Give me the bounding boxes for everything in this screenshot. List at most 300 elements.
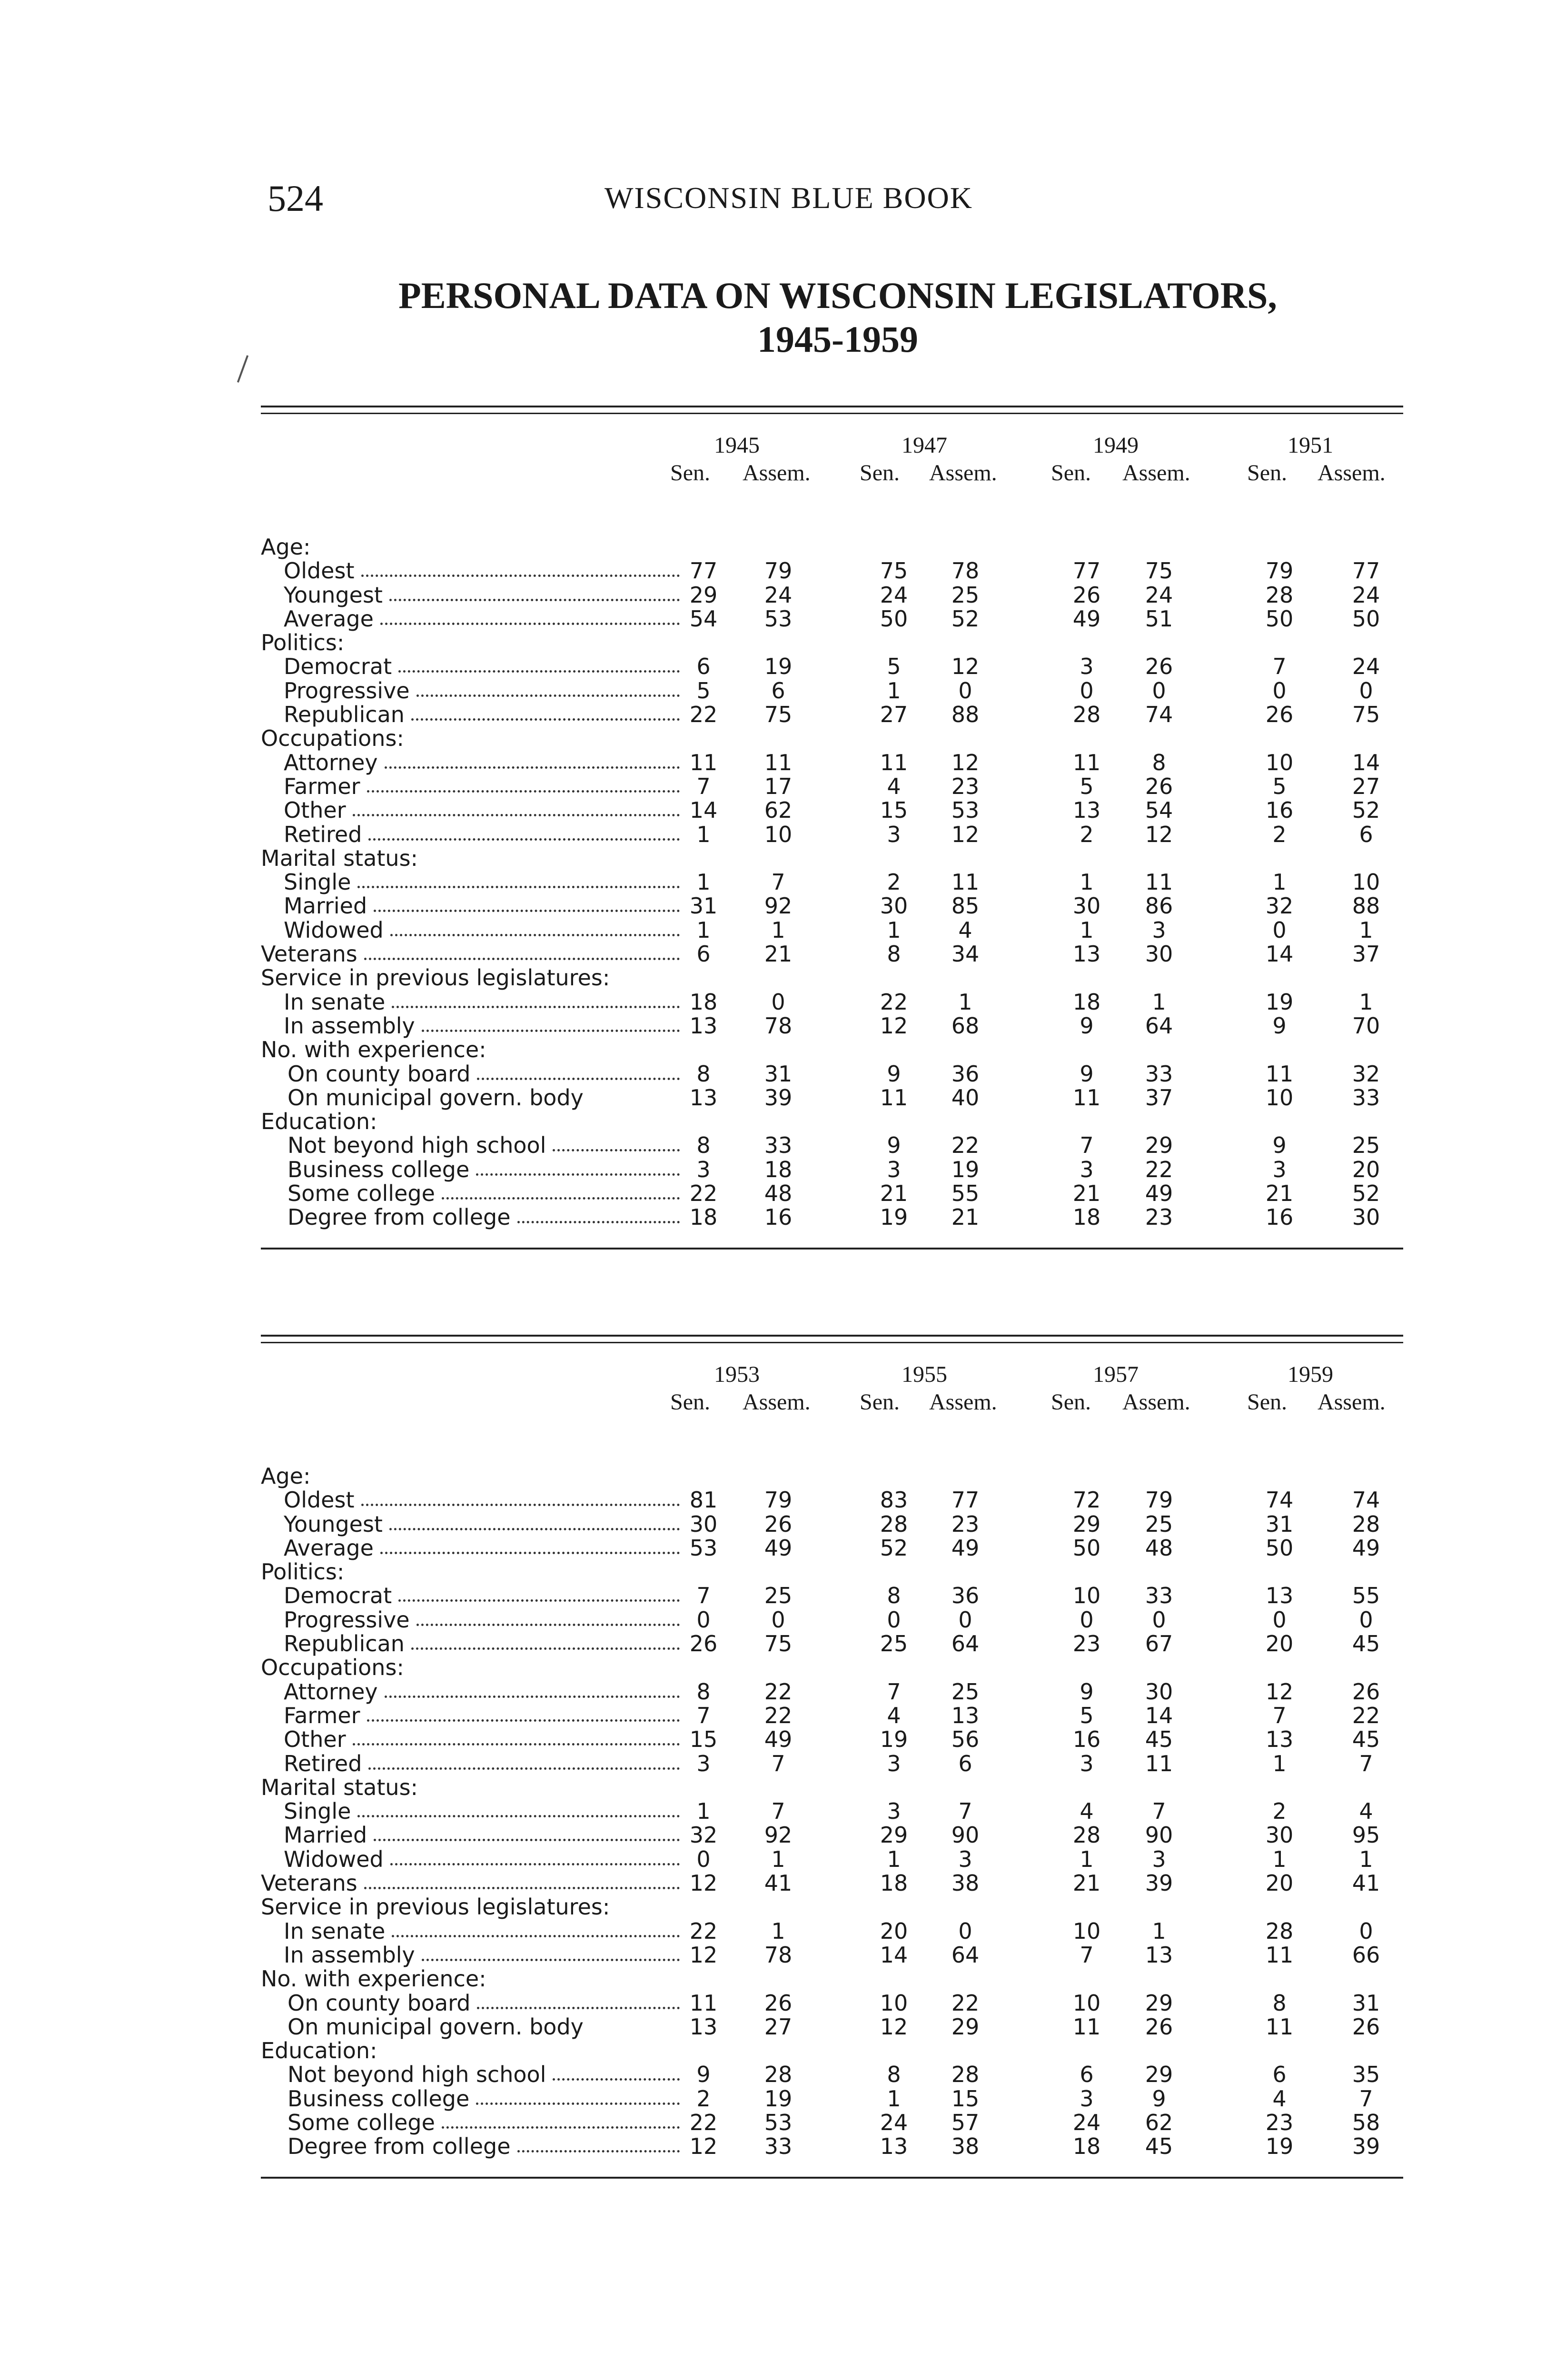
sen-value: 3 <box>1080 2085 1094 2112</box>
sen-value: 11 <box>1072 749 1101 775</box>
assem-value: 29 <box>1145 2062 1173 2088</box>
table-row <box>261 2015 1403 2039</box>
sen-value: 28 <box>880 1511 908 1537</box>
sen-value: 1 <box>1080 1846 1094 1872</box>
sen-value: 13 <box>1265 1726 1294 1753</box>
assem-value: 22 <box>951 1132 980 1159</box>
sen-value: 8 <box>887 2062 901 2088</box>
assem-value: 34 <box>951 941 980 967</box>
sen-value: 29 <box>1072 1511 1101 1537</box>
sen-value: 54 <box>689 605 718 632</box>
sen-value: 1 <box>1272 1846 1287 1872</box>
year-header: 1951 <box>1288 433 1333 458</box>
section-heading: Age: <box>261 1463 311 1489</box>
assem-value: 79 <box>1145 1487 1173 1513</box>
sen-value: 28 <box>1072 702 1101 728</box>
sen-value: 30 <box>880 893 908 919</box>
table-row <box>261 1584 1403 1607</box>
table-row <box>261 1991 1403 2015</box>
dot-leader <box>374 1839 680 1841</box>
assem-value: 1 <box>1152 1918 1166 1944</box>
assem-value: 78 <box>764 1012 793 1039</box>
assem-value: 3 <box>1152 917 1166 943</box>
section-heading-row <box>261 1775 1403 1799</box>
table-row <box>261 1133 1403 1157</box>
assem-value: 41 <box>764 1870 793 1896</box>
table-row <box>261 1704 1403 1727</box>
assem-column-header: Assem. <box>743 460 811 486</box>
assem-value: 18 <box>764 1156 793 1182</box>
assem-value: 57 <box>951 2110 980 2136</box>
sen-value: 30 <box>689 1511 718 1537</box>
dot-leader <box>361 575 680 577</box>
assem-value: 28 <box>951 2062 980 2088</box>
sen-value: 50 <box>1265 1535 1294 1561</box>
sen-value: 1 <box>1080 917 1094 943</box>
assem-value: 64 <box>951 1631 980 1657</box>
sen-value: 4 <box>1272 2085 1287 2112</box>
sen-value: 12 <box>689 1870 718 1896</box>
section-heading: Occupations: <box>261 1655 404 1681</box>
row-label: Average <box>284 1535 374 1561</box>
sen-value: 50 <box>1265 605 1294 632</box>
assem-value: 49 <box>1352 1535 1380 1561</box>
sen-value: 1 <box>1272 869 1287 895</box>
row-label: Not beyond high school <box>287 1132 546 1159</box>
table-row <box>261 1847 1403 1871</box>
assem-value: 27 <box>1352 773 1380 799</box>
assem-value: 28 <box>1352 1511 1380 1537</box>
assem-value: 52 <box>951 605 980 632</box>
row-label: Republican <box>284 1631 405 1657</box>
assem-value: 1 <box>771 1918 785 1944</box>
row-label: Attorney <box>284 749 378 775</box>
row-label: Some college <box>287 1180 435 1207</box>
sen-value: 0 <box>887 1606 901 1633</box>
sen-value: 18 <box>880 1870 908 1896</box>
sen-value: 22 <box>689 1180 718 1207</box>
table-bottom-rule <box>261 2177 1403 2179</box>
assem-value: 0 <box>771 989 785 1015</box>
sen-value: 5 <box>887 654 901 680</box>
row-label: Not beyond high school <box>287 2062 546 2088</box>
assem-value: 79 <box>764 558 793 584</box>
assem-value: 10 <box>764 821 793 847</box>
assem-value: 45 <box>1352 1726 1380 1753</box>
assem-value: 7 <box>771 869 785 895</box>
table-row <box>261 1752 1403 1775</box>
assem-value: 58 <box>1352 2110 1380 2136</box>
assem-value: 48 <box>1145 1535 1173 1561</box>
sen-value: 15 <box>689 1726 718 1753</box>
assem-column-header: Assem. <box>929 1389 997 1415</box>
sen-value: 32 <box>689 1822 718 1848</box>
sen-value: 9 <box>1080 1012 1094 1039</box>
assem-value: 26 <box>764 1990 793 2016</box>
assem-value: 11 <box>951 869 980 895</box>
assem-value: 85 <box>951 893 980 919</box>
section-heading-row <box>261 726 1403 750</box>
assem-value: 25 <box>764 1583 793 1609</box>
table-row <box>261 1062 1403 1086</box>
table-row <box>261 1512 1403 1536</box>
dot-leader <box>442 2126 680 2129</box>
assem-value: 95 <box>1352 1822 1380 1848</box>
sen-value: 9 <box>1272 1132 1287 1159</box>
table-row <box>261 1536 1403 1560</box>
assem-value: 75 <box>764 702 793 728</box>
row-label: Business college <box>287 1156 470 1182</box>
table-row <box>261 1799 1403 1823</box>
row-label: Progressive <box>284 677 410 704</box>
sen-value: 21 <box>1072 1870 1101 1896</box>
dot-leader <box>385 766 680 769</box>
data-table-1953-1959 <box>261 1335 1403 2201</box>
sen-value: 0 <box>1272 677 1287 704</box>
assem-value: 45 <box>1145 2133 1173 2160</box>
assem-value: 33 <box>1145 1061 1173 1087</box>
sen-value: 3 <box>1272 1156 1287 1182</box>
page-title <box>314 274 1361 361</box>
assem-value: 48 <box>764 1180 793 1207</box>
sen-value: 4 <box>887 773 901 799</box>
section-heading-row <box>261 535 1403 559</box>
sen-column-header: Sen. <box>1051 460 1091 486</box>
sen-value: 11 <box>689 1990 718 2016</box>
sen-value: 10 <box>880 1990 908 2016</box>
table-row <box>261 1680 1403 1704</box>
sen-value: 3 <box>1080 654 1094 680</box>
dot-leader <box>361 1504 680 1506</box>
year-header: 1953 <box>714 1362 760 1387</box>
assem-value: 88 <box>951 702 980 728</box>
assem-value: 77 <box>951 1487 980 1513</box>
assem-value: 36 <box>951 1583 980 1609</box>
title-line-1: PERSONAL DATA ON WISCONSIN LEGISLATORS, <box>398 275 1277 316</box>
assem-value: 7 <box>1152 1798 1166 1825</box>
sen-value: 24 <box>1072 2110 1101 2136</box>
sen-value: 19 <box>880 1204 908 1230</box>
assem-value: 14 <box>1352 749 1380 775</box>
assem-value: 31 <box>764 1061 793 1087</box>
assem-value: 78 <box>764 1942 793 1968</box>
table-row <box>261 942 1403 966</box>
sen-value: 27 <box>880 702 908 728</box>
year-header: 1957 <box>1093 1362 1139 1387</box>
sen-value: 2 <box>696 2085 711 2112</box>
assem-value: 30 <box>1145 941 1173 967</box>
dot-leader <box>442 1197 680 1200</box>
dot-leader <box>364 1887 680 1889</box>
assem-value: 32 <box>1352 1061 1380 1087</box>
dot-leader <box>368 1767 680 1770</box>
assem-value: 22 <box>764 1702 793 1728</box>
assem-value: 39 <box>1352 2133 1380 2160</box>
assem-value: 88 <box>1352 893 1380 919</box>
table-row <box>261 751 1403 774</box>
sen-value: 3 <box>1080 1750 1094 1776</box>
sen-value: 18 <box>1072 1204 1101 1230</box>
dot-leader <box>517 1221 680 1223</box>
assem-value: 22 <box>951 1990 980 2016</box>
sen-value: 19 <box>880 1726 908 1753</box>
sen-value: 13 <box>880 2133 908 2160</box>
assem-value: 56 <box>951 1726 980 1753</box>
sen-value: 3 <box>887 1156 901 1182</box>
sen-value: 6 <box>696 654 711 680</box>
sen-value: 10 <box>1072 1918 1101 1944</box>
sen-value: 81 <box>689 1487 718 1513</box>
assem-value: 62 <box>1145 2110 1173 2136</box>
row-label: Progressive <box>284 1606 410 1633</box>
assem-value: 53 <box>764 605 793 632</box>
sen-value: 1 <box>887 1846 901 1872</box>
assem-value: 26 <box>1352 1678 1380 1705</box>
sen-value: 10 <box>1265 749 1294 775</box>
sen-value: 28 <box>1072 1822 1101 1848</box>
assem-value: 41 <box>1352 1870 1380 1896</box>
assem-column-header: Assem. <box>1318 460 1386 486</box>
section-heading: Marital status: <box>261 1774 418 1800</box>
assem-value: 75 <box>1145 558 1173 584</box>
sen-value: 13 <box>1265 1583 1294 1609</box>
assem-value: 30 <box>1145 1678 1173 1705</box>
sen-value: 3 <box>696 1750 711 1776</box>
row-label: Farmer <box>284 1702 360 1728</box>
dot-leader <box>476 2102 680 2105</box>
sen-value: 77 <box>1072 558 1101 584</box>
dot-leader <box>398 1599 680 1602</box>
assem-value: 75 <box>764 1631 793 1657</box>
table-row <box>261 1181 1403 1205</box>
dot-leader <box>353 814 680 816</box>
assem-value: 52 <box>1352 797 1380 823</box>
row-label: Widowed <box>284 1846 384 1872</box>
assem-value: 19 <box>764 654 793 680</box>
assem-value: 50 <box>1352 605 1380 632</box>
sen-value: 15 <box>880 797 908 823</box>
sen-value: 2 <box>1272 821 1287 847</box>
assem-value: 1 <box>1152 989 1166 1015</box>
assem-value: 4 <box>1359 1798 1373 1825</box>
row-label: Degree from college <box>287 1204 511 1230</box>
assem-value: 70 <box>1352 1012 1380 1039</box>
sen-value: 16 <box>1265 1204 1294 1230</box>
section-heading: Age: <box>261 534 311 560</box>
table-row <box>261 1488 1403 1512</box>
sen-value: 77 <box>689 558 718 584</box>
table-row <box>261 918 1403 942</box>
year-header: 1945 <box>714 433 760 458</box>
assem-value: 45 <box>1145 1726 1173 1753</box>
assem-value: 74 <box>1145 702 1173 728</box>
assem-value: 28 <box>764 2062 793 2088</box>
dot-leader <box>477 2007 680 2009</box>
assem-value: 11 <box>1145 1750 1173 1776</box>
section-heading: Marital status: <box>261 845 418 871</box>
section-heading: Service in previous legislatures: <box>261 965 610 991</box>
table-row <box>261 2111 1403 2134</box>
sen-value: 18 <box>1072 989 1101 1015</box>
row-label: Other <box>284 1726 346 1753</box>
sen-value: 23 <box>1265 2110 1294 2136</box>
assem-value: 1 <box>771 917 785 943</box>
assem-value: 33 <box>1145 1583 1173 1609</box>
assem-value: 11 <box>1145 869 1173 895</box>
dot-leader <box>553 2078 680 2081</box>
table-row <box>261 823 1403 846</box>
dot-leader <box>367 1719 680 1722</box>
year-header: 1947 <box>902 433 947 458</box>
sen-value: 7 <box>696 1702 711 1728</box>
sen-value: 9 <box>887 1061 901 1087</box>
table-row <box>261 703 1403 726</box>
assem-value: 26 <box>1145 2013 1173 2040</box>
assem-value: 19 <box>951 1156 980 1182</box>
sen-value: 13 <box>689 1084 718 1111</box>
sen-value: 29 <box>689 582 718 608</box>
row-label: Married <box>284 1822 367 1848</box>
stray-mark <box>237 355 248 383</box>
sen-value: 16 <box>1265 797 1294 823</box>
assem-value: 4 <box>958 917 972 943</box>
sen-value: 10 <box>1265 1084 1294 1111</box>
data-table-1945-1951 <box>261 406 1403 1272</box>
dot-leader <box>389 1528 680 1530</box>
sen-value: 3 <box>887 1750 901 1776</box>
table-top-rule <box>261 1335 1403 1343</box>
assem-value: 13 <box>1145 1942 1173 1968</box>
dot-leader <box>385 1696 680 1698</box>
sen-value: 26 <box>1265 702 1294 728</box>
row-label: In senate <box>284 1918 386 1944</box>
assem-value: 7 <box>771 1798 785 1825</box>
assem-value: 7 <box>771 1750 785 1776</box>
sen-value: 7 <box>1080 1942 1094 1968</box>
sen-value: 10 <box>1072 1583 1101 1609</box>
sen-value: 22 <box>689 702 718 728</box>
sen-value: 13 <box>689 1012 718 1039</box>
row-label: Some college <box>287 2110 435 2136</box>
row-label: On municipal govern. body <box>287 1084 584 1111</box>
sen-value: 8 <box>696 1061 711 1087</box>
assem-value: 8 <box>1152 749 1166 775</box>
sen-value: 11 <box>880 749 908 775</box>
sen-value: 26 <box>1072 582 1101 608</box>
sen-value: 22 <box>689 2110 718 2136</box>
assem-value: 24 <box>1145 582 1173 608</box>
table-row <box>261 1608 1403 1632</box>
sen-value: 13 <box>1072 941 1101 967</box>
sen-value: 13 <box>1072 797 1101 823</box>
sen-value: 11 <box>1265 1942 1294 1968</box>
row-label: Youngest <box>284 1511 383 1537</box>
assem-value: 54 <box>1145 797 1173 823</box>
assem-value: 26 <box>764 1511 793 1537</box>
assem-value: 49 <box>764 1535 793 1561</box>
sen-value: 8 <box>887 941 901 967</box>
sen-value: 19 <box>1265 2133 1294 2160</box>
sen-column-header: Sen. <box>1051 1389 1091 1415</box>
row-label: Farmer <box>284 773 360 799</box>
table-row <box>261 2063 1403 2086</box>
assem-value: 92 <box>764 1822 793 1848</box>
assem-value: 38 <box>951 1870 980 1896</box>
assem-value: 26 <box>1145 773 1173 799</box>
sen-value: 1 <box>696 917 711 943</box>
table-row <box>261 1919 1403 1943</box>
assem-value: 49 <box>1145 1180 1173 1207</box>
sen-value: 30 <box>1265 1822 1294 1848</box>
assem-value: 79 <box>764 1487 793 1513</box>
assem-value: 6 <box>771 677 785 704</box>
sen-value: 3 <box>1080 1156 1094 1182</box>
sen-column-header: Sen. <box>860 1389 900 1415</box>
sen-value: 20 <box>1265 1631 1294 1657</box>
assem-value: 29 <box>951 2013 980 2040</box>
sen-value: 11 <box>880 1084 908 1111</box>
sen-value: 32 <box>1265 893 1294 919</box>
sen-column-header: Sen. <box>1247 460 1287 486</box>
assem-value: 23 <box>951 773 980 799</box>
assem-value: 10 <box>1352 869 1380 895</box>
assem-value: 1 <box>1359 989 1373 1015</box>
assem-value: 21 <box>951 1204 980 1230</box>
row-label: Retired <box>284 821 362 847</box>
section-heading: Education: <box>261 2038 377 2064</box>
row-label: Veterans <box>261 1870 357 1896</box>
assem-value: 12 <box>951 749 980 775</box>
assem-value: 0 <box>771 1606 785 1633</box>
sen-value: 50 <box>880 605 908 632</box>
assem-value: 3 <box>1152 1846 1166 1872</box>
sen-value: 50 <box>1072 1535 1101 1561</box>
section-heading-row <box>261 1464 1403 1488</box>
row-label: Oldest <box>284 1487 355 1513</box>
dot-leader <box>517 2150 680 2152</box>
dot-leader <box>392 1006 680 1008</box>
table-row <box>261 1632 1403 1656</box>
sen-value: 11 <box>689 749 718 775</box>
row-label: Single <box>284 1798 351 1825</box>
assem-value: 24 <box>764 582 793 608</box>
sen-column-header: Sen. <box>670 460 710 486</box>
sen-value: 0 <box>1080 677 1094 704</box>
sen-value: 3 <box>887 1798 901 1825</box>
assem-value: 49 <box>764 1726 793 1753</box>
sen-value: 7 <box>1272 1702 1287 1728</box>
row-label: In assembly <box>284 1942 415 1968</box>
sen-value: 0 <box>696 1846 711 1872</box>
sen-value: 3 <box>887 821 901 847</box>
row-label: On municipal govern. body <box>287 2013 584 2040</box>
sen-value: 9 <box>696 2062 711 2088</box>
sen-value: 3 <box>696 1156 711 1182</box>
sen-value: 7 <box>696 773 711 799</box>
sen-value: 12 <box>880 2013 908 2040</box>
sen-value: 0 <box>1272 1606 1287 1633</box>
row-label: In senate <box>284 989 386 1015</box>
table-row <box>261 798 1403 822</box>
section-heading-row <box>261 966 1403 990</box>
sen-value: 18 <box>1072 2133 1101 2160</box>
sen-value: 5 <box>1080 773 1094 799</box>
sen-value: 52 <box>880 1535 908 1561</box>
dot-leader <box>364 958 680 960</box>
sen-value: 21 <box>880 1180 908 1207</box>
assem-value: 25 <box>951 582 980 608</box>
dot-leader <box>553 1149 680 1151</box>
